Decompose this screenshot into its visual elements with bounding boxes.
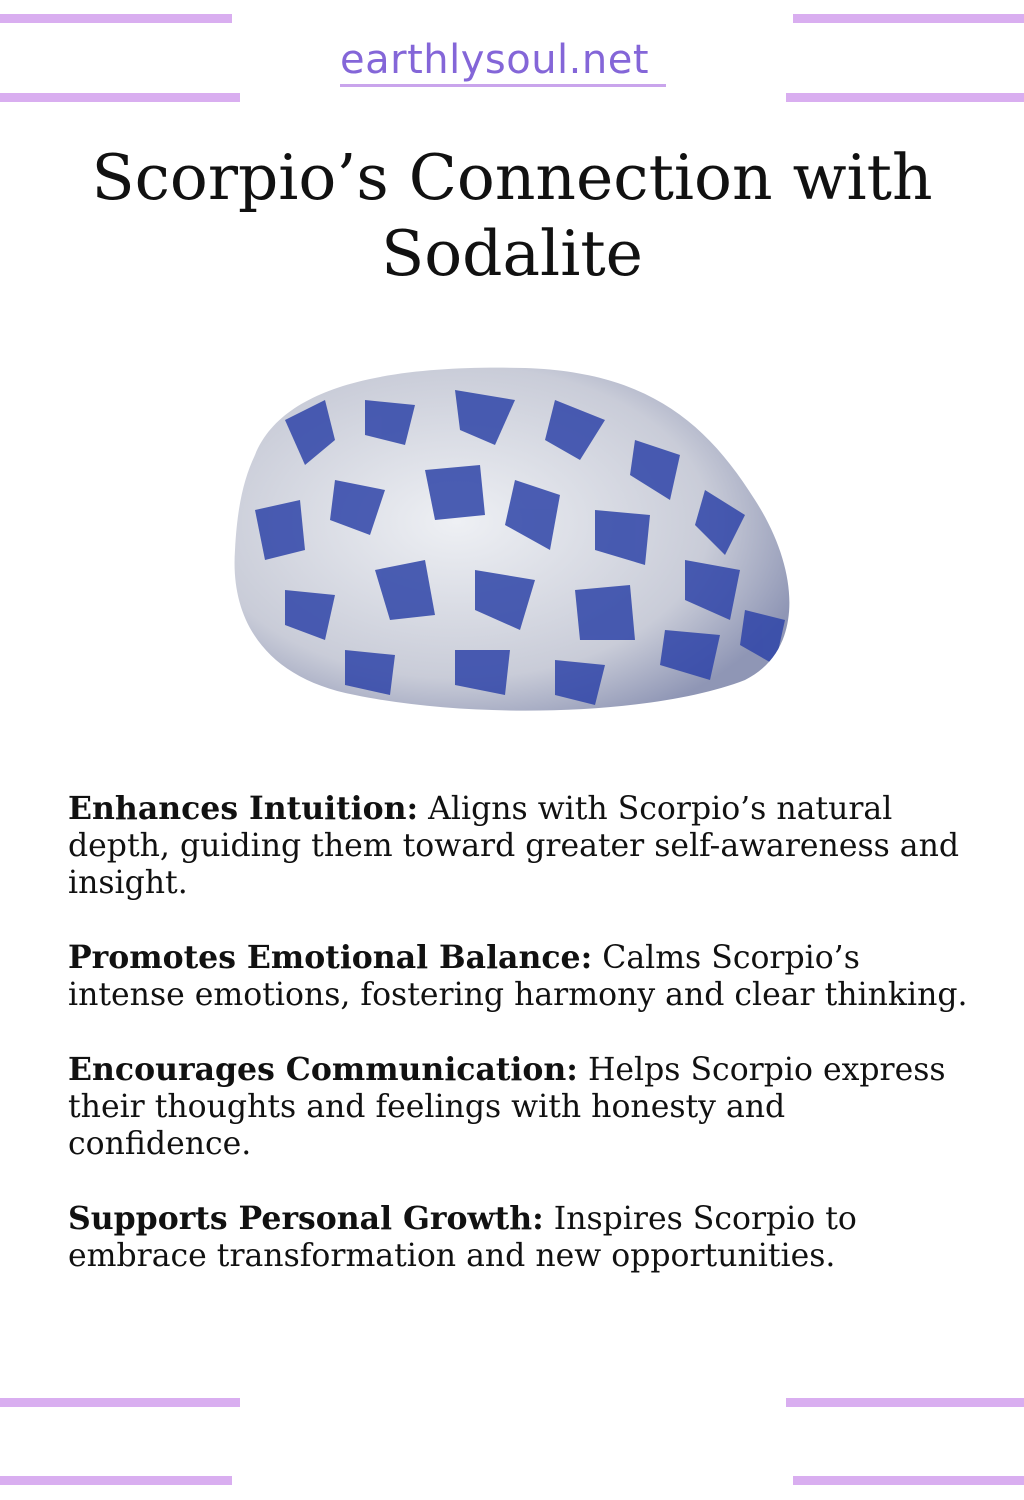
decor-bar (0, 1398, 240, 1407)
benefit-heading: Enhances Intuition: (68, 790, 419, 827)
decor-bar (793, 1476, 1024, 1485)
logo-underline (340, 84, 666, 87)
benefit-item (68, 1051, 968, 1163)
decor-bar (786, 93, 1024, 102)
benefit-heading: Encourages Communication: (68, 1051, 578, 1088)
site-logo[interactable] (340, 36, 685, 88)
page-title: Scorpio’s Connection with Sodalite (91, 141, 933, 290)
benefit-text: Helps Scorpio express their thoughts and feelings with honesty and confidence. (68, 1052, 946, 1162)
benefit-item (68, 790, 968, 902)
sodalite-stone-image (225, 360, 800, 720)
benefit-heading: Promotes Emotional Balance: (68, 939, 593, 976)
benefit-heading: Supports Personal Growth: (68, 1200, 544, 1237)
benefit-text: Aligns with Scorpio’s natural depth, guiding them toward greater self-awareness and insight. (68, 791, 960, 901)
benefit-text: Inspires Scorpio to embrace transformation and new opportunities. (68, 1201, 857, 1274)
benefit-item (68, 939, 968, 1014)
decor-bar (0, 93, 240, 102)
benefits-list (68, 790, 968, 1312)
decor-bar (0, 14, 232, 23)
benefit-text: Calms Scorpio’s intense emotions, fostering harmony and clear thinking. (68, 940, 968, 1013)
logo-text: earthlysoul.net (340, 37, 650, 83)
decor-bar (786, 1398, 1024, 1407)
benefit-item (68, 1200, 968, 1275)
decor-bar (0, 1476, 232, 1485)
decor-bar (793, 14, 1024, 23)
